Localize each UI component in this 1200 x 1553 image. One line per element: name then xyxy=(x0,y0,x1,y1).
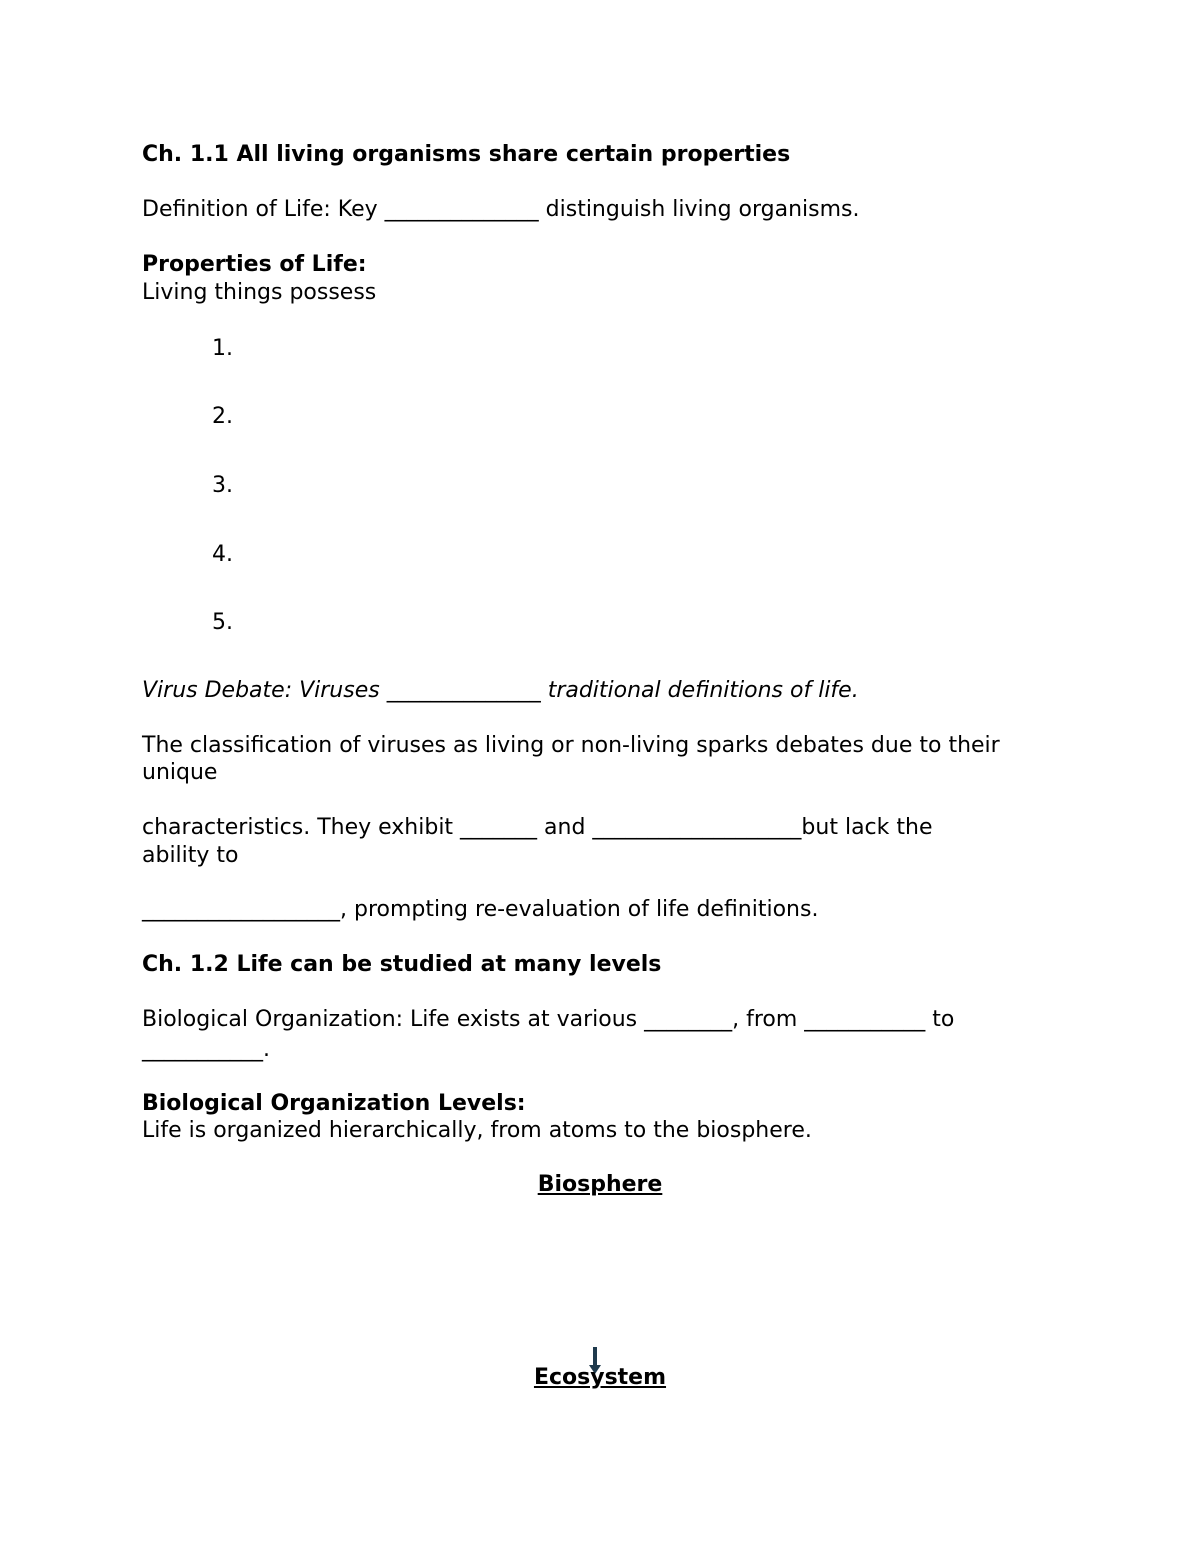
property-number-5: 5. xyxy=(212,610,233,635)
property-number-4: 4. xyxy=(212,542,233,567)
levels-heading: Biological Organization Levels: xyxy=(142,1091,526,1116)
properties-heading: Properties of Life: xyxy=(142,252,367,277)
biological-organization-line-wrap: ___________. xyxy=(142,1037,270,1062)
biological-organization-line: Biological Organization: Life exists at various ________, from ___________ to xyxy=(142,1007,955,1032)
virus-paragraph-line-1-wrap: unique xyxy=(142,760,218,785)
virus-paragraph-line-2-wrap: ability to xyxy=(142,843,239,868)
property-number-3: 3. xyxy=(212,473,233,498)
level-biosphere: Biosphere xyxy=(537,1172,663,1197)
property-number-1: 1. xyxy=(212,336,233,361)
virus-paragraph-line-2: characteristics. They exhibit _______ and ___________________but lack the xyxy=(142,815,933,840)
properties-intro: Living things possess xyxy=(142,280,377,305)
virus-debate: Virus Debate: Viruses ______________ traditional definitions of life. xyxy=(142,678,859,703)
virus-paragraph-line-3: __________________, prompting re-evaluation of life definitions. xyxy=(142,897,819,922)
levels-intro: Life is organized hierarchically, from atoms to the biosphere. xyxy=(142,1118,812,1143)
section-heading-1-2: Ch. 1.2 Life can be studied at many levels xyxy=(142,952,662,977)
section-heading-1-1: Ch. 1.1 All living organisms share certain properties xyxy=(142,142,791,167)
virus-paragraph-line-1: The classification of viruses as living or non-living sparks debates due to their xyxy=(142,733,1000,758)
level-ecosystem: Ecosystem xyxy=(533,1365,667,1390)
definition-of-life: Definition of Life: Key ______________ distinguish living organisms. xyxy=(142,197,860,222)
property-number-2: 2. xyxy=(212,404,233,429)
